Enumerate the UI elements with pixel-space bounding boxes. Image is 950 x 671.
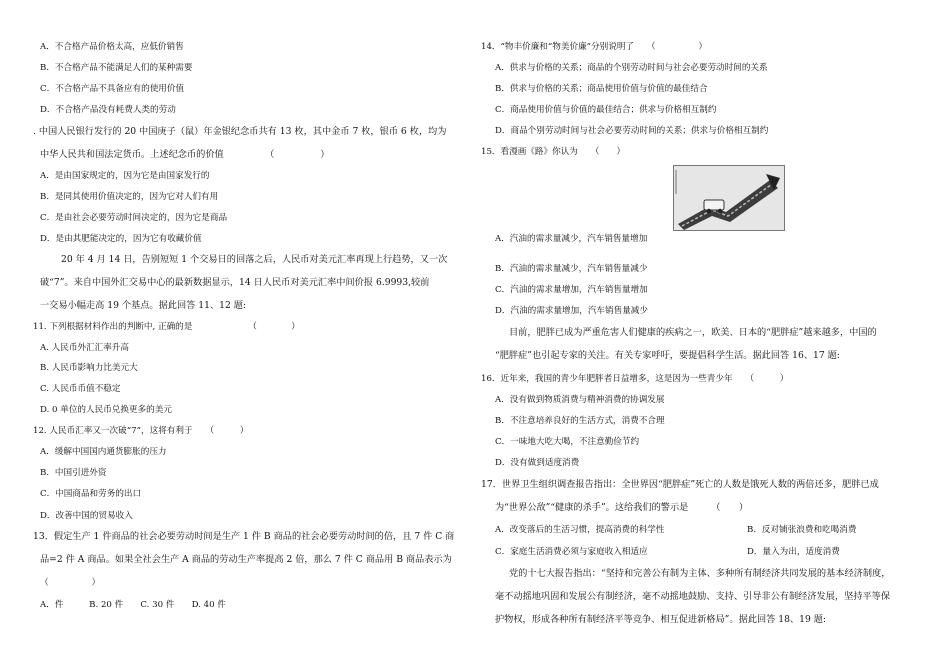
q12-stem: 12. 人民币汇率又一次破“7”，这将有利于 （ ） bbox=[33, 426, 249, 436]
q11-option-c[interactable]: C. 人民币币值不稳定 bbox=[40, 384, 121, 394]
q11-option-b[interactable]: B. 人民币影响力比美元大 bbox=[40, 363, 138, 373]
passage-obesity-line1: 目前，肥胖已成为严重危害人们健康的疾病之一，欧美、日本的“肥胖症”越来越多，中国的 bbox=[509, 327, 877, 338]
q15-option-d[interactable]: D．汽油的需求量增加，汽车销售量减少 bbox=[495, 306, 648, 316]
passage-exchange-rate-line3: 一交易小幅走高 19 个基点。据此回答 11、12 题: bbox=[40, 300, 247, 311]
q16-option-d[interactable]: D．没有做到适度消费 bbox=[495, 458, 580, 468]
q12-option-b[interactable]: B．中国引进外资 bbox=[40, 468, 107, 478]
q10-option-a[interactable]: A．不合格产品价格太高，应低价销售 bbox=[40, 42, 184, 52]
q16-stem: 16．近年来，我国的青少年肥胖者日益增多，这是因为一些青少年 （ ） bbox=[481, 374, 789, 384]
q10b-option-b[interactable]: B．是同其使用价值决定的，因为它对人们有用 bbox=[40, 192, 219, 202]
q16-option-b[interactable]: B．不注意培养良好的生活方式，消费不合理 bbox=[495, 416, 665, 426]
q17-option-a[interactable]: A．改变落后的生活习惯，提高消费的科学性 bbox=[495, 525, 665, 535]
q17-stem-line1: 17．世界卫生组织调查报告指出：全世界因“肥胖症”死亡的人数是饿死人数的两倍还多，肥胖已成 bbox=[481, 479, 879, 490]
q17-stem-line2: 为“世界公敌”“健康的杀手”。这给我们的警示是 （ ） bbox=[495, 502, 749, 513]
q17-option-d[interactable]: D．量入为出，适度消费 bbox=[747, 547, 840, 557]
cartoon-road-illustration bbox=[674, 166, 784, 230]
q14-option-a[interactable]: A．供求与价格的关系；商品的个别劳动时间与社会必要劳动时间的关系 bbox=[495, 63, 768, 73]
q12-option-d[interactable]: D．改善中国的贸易收入 bbox=[40, 511, 133, 521]
q10-option-b[interactable]: B．不合格产品不能满足人们的某种需要 bbox=[40, 63, 193, 73]
q10b-stem-line1: . 中国人民银行发行的 20 中国庚子（鼠）年金银纪念币共有 13 枚，其中金币 7 枚，银币 6 枚，均为 bbox=[33, 126, 447, 137]
q10b-option-d[interactable]: D．是由其肥能决定的，因为它有收藏价值 bbox=[40, 234, 202, 244]
q13-stem-line1: 13．假定生产 1 件商品的社会必要劳动时间是生产 1 件 B 商品的社会必要劳动时间的倍，且 7 件 C 商 bbox=[33, 531, 455, 542]
q12-option-a[interactable]: A．缓解中国国内通货膨胀的压力 bbox=[40, 447, 167, 457]
q15-stem: 15．看漫画《路》你认为 （ ） bbox=[481, 147, 626, 157]
q10b-option-a[interactable]: A．是由国家规定的，因为它是由国家发行的 bbox=[40, 171, 210, 181]
q14-option-b[interactable]: B．供求与价格的关系；商品使用价值与价值的最佳结合 bbox=[495, 84, 708, 94]
q11-option-a[interactable]: A. 人民币外汇汇率升高 bbox=[40, 343, 130, 353]
q11-stem: 11. 下列根据材料作出的判断中, 正确的是 （ ） bbox=[33, 322, 300, 332]
q16-option-a[interactable]: A．没有做到物质消费与精神消费的协调发展 bbox=[495, 395, 665, 405]
q17-option-b[interactable]: B．反对铺张浪费和吃喝消费 bbox=[747, 525, 857, 535]
passage-obesity-line2: “肥胖症”也引起专家的关注。有关专家呼吁，要提倡科学生活。据此回答 16、17 题: bbox=[495, 350, 840, 361]
q14-option-c[interactable]: C．商品使用价值与价值的最佳结合；供求与价格相互制约 bbox=[495, 105, 717, 115]
q15-option-c[interactable]: C．汽油的需求量增加，汽车销售量增加 bbox=[495, 285, 648, 295]
q10b-stem-line2: 中华人民共和国法定货币。上述纪念币的价值 （ ） bbox=[40, 149, 330, 160]
q13-options[interactable]: A．件 B. 20 件 C. 30 件 D. 40 件 bbox=[40, 600, 226, 610]
cartoon-road-image bbox=[673, 165, 785, 231]
q10b-option-c[interactable]: C．是由社会必要劳动时间决定的，因为它是商品 bbox=[40, 213, 228, 223]
q14-stem: 14．“物丰价廉和“物美价廉”分别说明了 （ ） bbox=[481, 42, 708, 52]
q13-stem-line2: 品=2 件 A 商品。如果全社会生产 A 商品的劳动生产率提高 2 倍，那么 7 件 C 商品用 B 商品表示为 bbox=[40, 554, 452, 565]
q11-option-d[interactable]: D. 0 单位的人民币兑换更多的美元 bbox=[40, 405, 172, 415]
q10-option-c[interactable]: C．不合格产品不具备应有的使用价值 bbox=[40, 84, 185, 94]
q10-option-d[interactable]: D．不合格产品没有耗费人类的劳动 bbox=[40, 105, 176, 115]
q17-option-c[interactable]: C．家庭生活消费必须与家庭收入相适应 bbox=[495, 547, 648, 557]
q14-option-d[interactable]: D．商品个别劳动时间与社会必要劳动时间的关系；供求与价格相互制约 bbox=[495, 126, 769, 136]
passage-economy-line1: 党的十七大报告指出：“坚持和完善公有制为主体、多种所有制经济共同发展的基本经济制度， bbox=[509, 568, 891, 579]
passage-exchange-rate-line1: 20 年 4 月 14 日，告别短短 1 个交易日的回落之后，人民币对美元汇率再现上行趋势，又一次 bbox=[61, 254, 448, 265]
passage-exchange-rate-line2: 破“7”。来自中国外汇交易中心的最新数据显示，14 日人民币对美元汇率中间价报 6.9993,较前 bbox=[40, 277, 430, 288]
q13-stem-line3: （ ） bbox=[40, 578, 101, 588]
q15-option-b[interactable]: B．汽油的需求量减少，汽车销售量减少 bbox=[495, 264, 648, 274]
q15-option-a[interactable]: A．汽油的需求量减少，汽车销售量增加 bbox=[495, 234, 648, 244]
q16-option-c[interactable]: C．一味地大吃大喝，不注意勤俭节约 bbox=[495, 437, 640, 447]
passage-economy-line3: 护物权，形成各种所有制经济平等竞争、相互促进新格局”。据此回答 18、19 题: bbox=[495, 614, 827, 625]
passage-economy-line2: 毫不动摇地巩固和发展公有制经济，毫不动摇地鼓励、支持、引导非公有制经济发展，坚持平等保 bbox=[495, 591, 891, 602]
q12-option-c[interactable]: C．中国商品和劳务的出口 bbox=[40, 489, 142, 499]
